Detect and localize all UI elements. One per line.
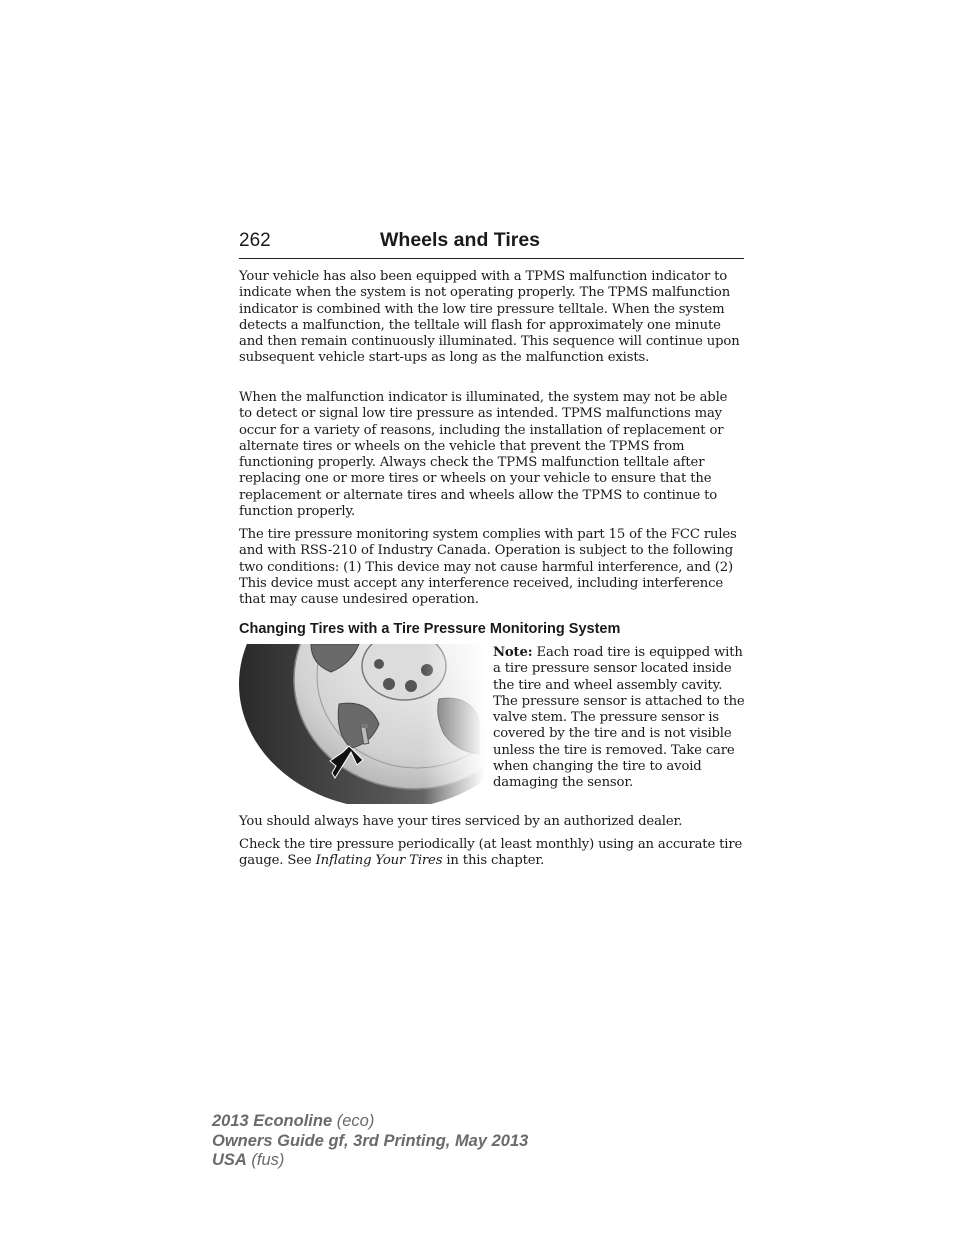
footer-region: USA [212, 1151, 247, 1169]
footer-line-1 [212, 1112, 528, 1132]
page-number: 262 [239, 230, 271, 251]
section-title: Wheels and Tires [380, 229, 541, 251]
paragraph-malfunction: When the malfunction indicator is illuminated, the system may not be able to detect or signal low tire pressure as intended. TPMS malfunctions may occur for a variety of reasons, including the installation of replacement or alternate tires or wheels on the vehicle that prevent the TPMS from functioning properly. Always check the TPMS malfunction telltale after replacing one or more tires or wheels on your vehicle to ensure that the replacement or alternate tires and wheels allow the TPMS to continue to function properly. [239, 390, 728, 520]
check-pressure-text-end: in this chapter. [442, 853, 545, 869]
footer-region-code: (fus) [246, 1151, 285, 1169]
cross-reference: Inflating Your Tires [315, 853, 443, 869]
page-header [239, 228, 744, 259]
footer-line-2: Owners Guide gf, 3rd Printing, May 2013 [212, 1131, 529, 1150]
footer-line-3 [212, 1151, 528, 1171]
paragraph-fcc: The tire pressure monitoring system complies with part 15 of the FCC rules and with RSS-210 of Industry Canada. Operation is subject to the following two conditions: (1) This device may not cause harmful interference, and (2) This device must accept any interference received, including interference that may cause undesired operation. [239, 527, 737, 608]
subheading-changing-tires: Changing Tires with a Tire Pressure Monitoring System [239, 621, 621, 637]
paragraph-tpms-indicator: Your vehicle has also been equipped with a TPMS malfunction indicator to indicate when the system is not operating properly. The TPMS malfunction indicator is combined with the low tire pressure telltale. When the system detects a malfunction, the telltale will flash for approximately one minute and then remain continuously illuminated. This sequence will continue upon subsequent vehicle start-ups as long as the malfunction exists. [239, 269, 740, 366]
check-pressure-text: Check the tire pressure periodically (at least monthly) using an accurate tire gauge. See [239, 837, 743, 869]
footer-model-code: (eco) [332, 1112, 375, 1130]
note-text: Each road tire is equipped with a tire pressure sensor located inside the tire and wheel assembly cavity. The pressure sensor is attached to the valve stem. The pressure sensor is covered by the tire and is not visible unless the tire is removed. Take care when changing the tire to avoid damaging the sensor. [493, 645, 745, 791]
paragraph-service: You should always have your tires serviced by an authorized dealer. [239, 814, 683, 829]
note-label: Note: [493, 645, 533, 660]
note-paragraph [493, 645, 745, 792]
page-footer [212, 1112, 528, 1171]
footer-model: 2013 Econoline [212, 1112, 333, 1130]
tire-sensor-illustration [239, 644, 485, 804]
paragraph-check-pressure [239, 837, 744, 870]
